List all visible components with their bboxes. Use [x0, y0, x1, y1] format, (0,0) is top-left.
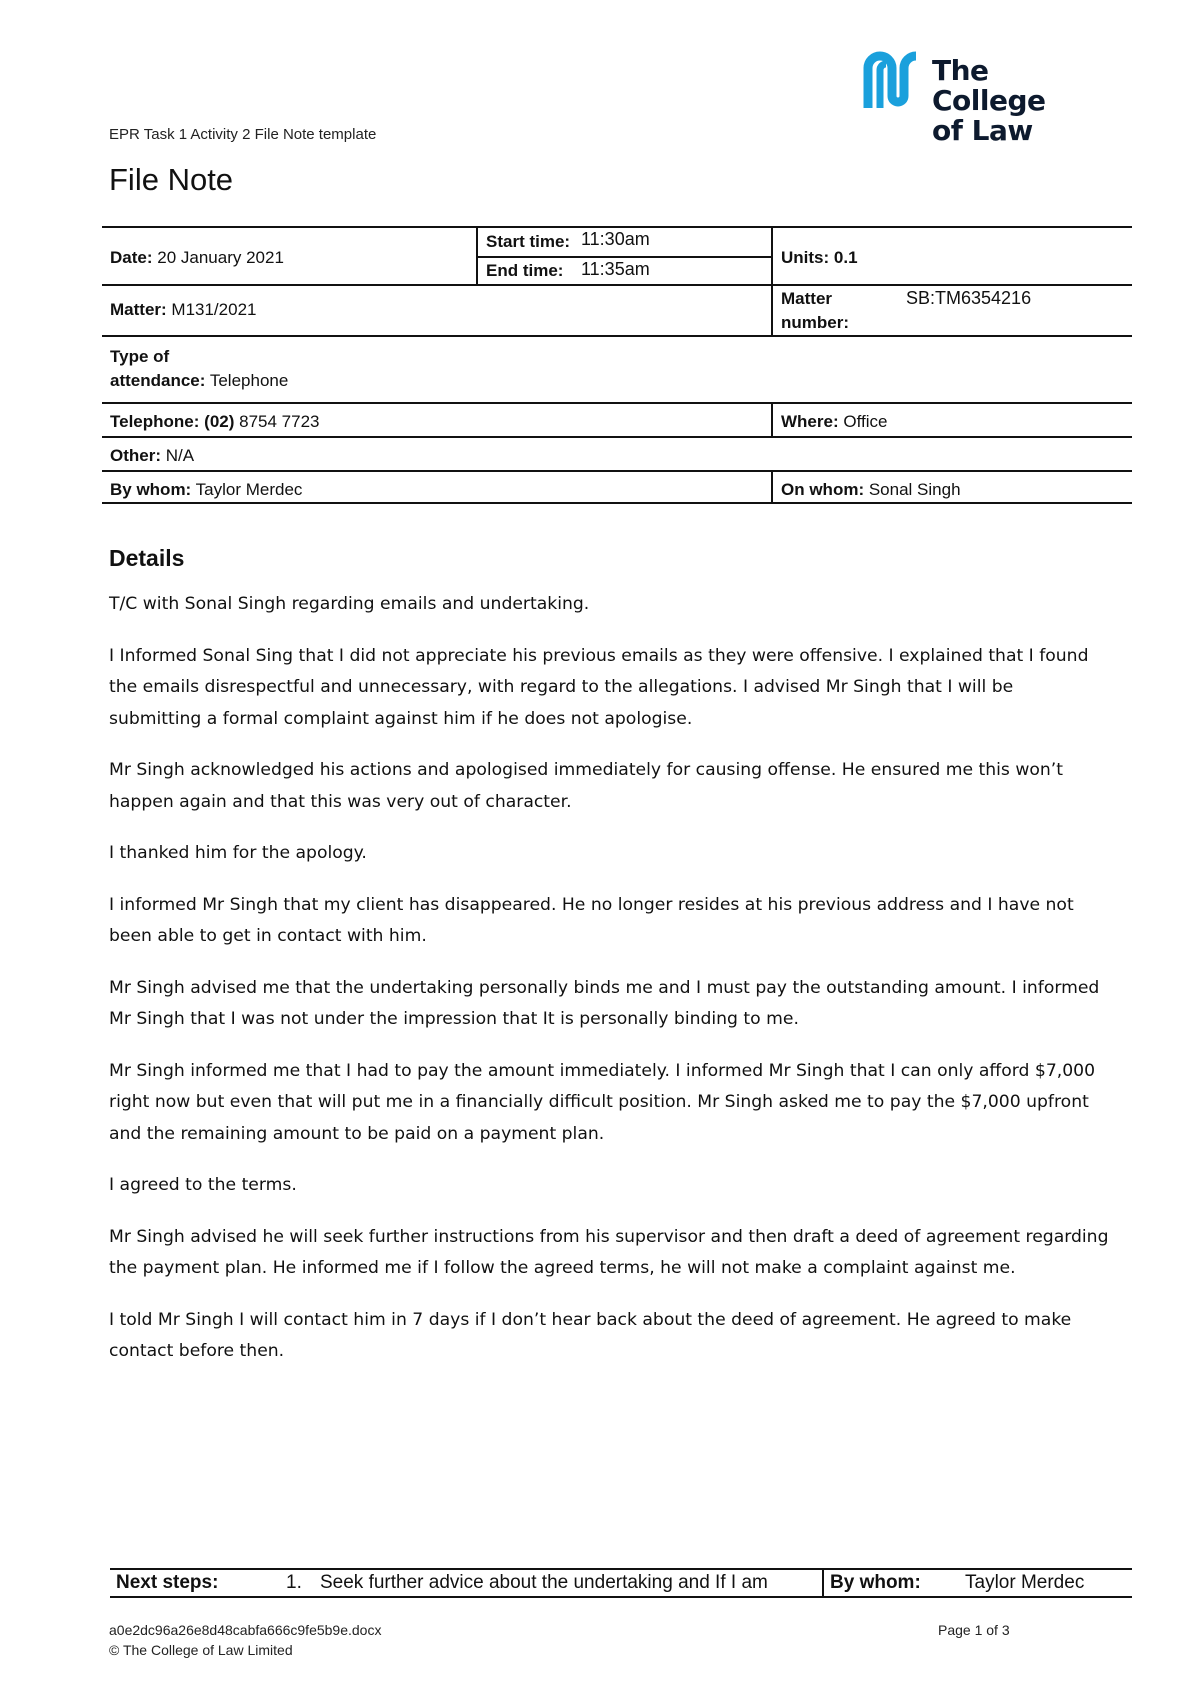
row-other [102, 436, 1132, 470]
details-paragraph: I Informed Sonal Sing that I did not appreciate his previous emails as they were offensive. I explained that I found the emails disrespectful and unnecessary, with regard to the allegations. I advised Mr Singh that I will be submitting a formal complaint against him if he does not apologise. [109, 645, 1089, 729]
where-cell: Where: Office [771, 404, 1132, 436]
footer-copyright: © The College of Law Limited [109, 1642, 293, 1658]
row-telephone [102, 402, 1132, 436]
footer-page-number: Page 1 of 3 [938, 1622, 1010, 1638]
details-paragraph: T/C with Sonal Singh regarding emails and undertaking. [109, 594, 590, 614]
next-steps-row [110, 1568, 1132, 1598]
units-cell: Units: 0.1 [771, 228, 1132, 284]
start-time-row: Start time: 11:30am [478, 228, 771, 258]
row-by-whom [102, 470, 1132, 504]
next-steps-text: Seek further advice about the undertaking and If I am [320, 1572, 768, 1593]
row-matter [102, 284, 1132, 335]
details-body [109, 589, 1109, 1388]
page-title: File Note [109, 162, 234, 197]
details-paragraph: I informed Mr Singh that my client has disappeared. He no longer resides at his previous address and I have not been able to get in contact with him. [109, 894, 1074, 946]
end-time-row: End time: 11:35am [486, 259, 650, 280]
row-date-time [102, 226, 1132, 284]
matter-cell: Matter: M131/2021 [110, 300, 257, 319]
details-heading: Details [109, 545, 185, 571]
next-steps-number: 1. [286, 1572, 302, 1593]
details-paragraph: Mr Singh advised me that the undertaking personally binds me and I must pay the outstanding amount. I informed Mr Singh that I was not under the impression that It is personally binding to me. [109, 977, 1100, 1029]
file-note-info-table [102, 226, 1132, 504]
by-whom-cell: By whom: Taylor Merdec [110, 480, 303, 499]
telephone-cell: Telephone: (02) 8754 7723 [110, 412, 320, 431]
date-cell: Date: 20 January 2021 [110, 248, 284, 267]
details-paragraph: I thanked him for the apology. [109, 843, 367, 863]
footer-filename: a0e2dc96a26e8d48cabfa666c9fe5b9e.docx [109, 1622, 382, 1638]
attendance-type-cell: Type of attendance: Telephone [110, 347, 289, 390]
details-paragraph: Mr Singh advised he will seek further instructions from his supervisor and then draft a deed of agreement regarding the payment plan. He informed me if I follow the agreed terms, he will not make a complaint against me. [109, 1226, 1109, 1278]
time-cell [476, 228, 771, 284]
matter-number-cell: Matter number: SB:TM6354216 [771, 286, 1132, 335]
next-steps-label: Next steps: [116, 1572, 219, 1593]
template-label: EPR Task 1 Activity 2 File Note template [109, 126, 377, 143]
logo-mark-icon [862, 50, 924, 114]
row-attendance-type [102, 335, 1132, 402]
logo-text: The College of Law [932, 54, 1046, 147]
college-logo [862, 50, 1102, 147]
on-whom-cell: On whom: Sonal Singh [771, 472, 1132, 502]
details-paragraph: Mr Singh informed me that I had to pay the amount immediately. I informed Mr Singh that I can only afford $7,000 right now but even that will put me in a financially difficult position. Mr Singh asked me to pay the $7,000 upfront and the remaining amount to be paid on a payment plan. [109, 1060, 1096, 1144]
details-paragraph: I agreed to the terms. [109, 1175, 297, 1195]
next-steps-by-whom-label: By whom: [822, 1570, 921, 1596]
next-steps-by-whom-value: Taylor Merdec [965, 1572, 1085, 1593]
other-cell: Other: N/A [110, 446, 195, 465]
details-paragraph: I told Mr Singh I will contact him in 7 days if I don’t hear back about the deed of agreement. He agreed to make contact before then. [109, 1309, 1072, 1361]
details-paragraph: Mr Singh acknowledged his actions and apologised immediately for causing offense. He ensured me this won’t happen again and that this was very out of character. [109, 760, 1063, 812]
